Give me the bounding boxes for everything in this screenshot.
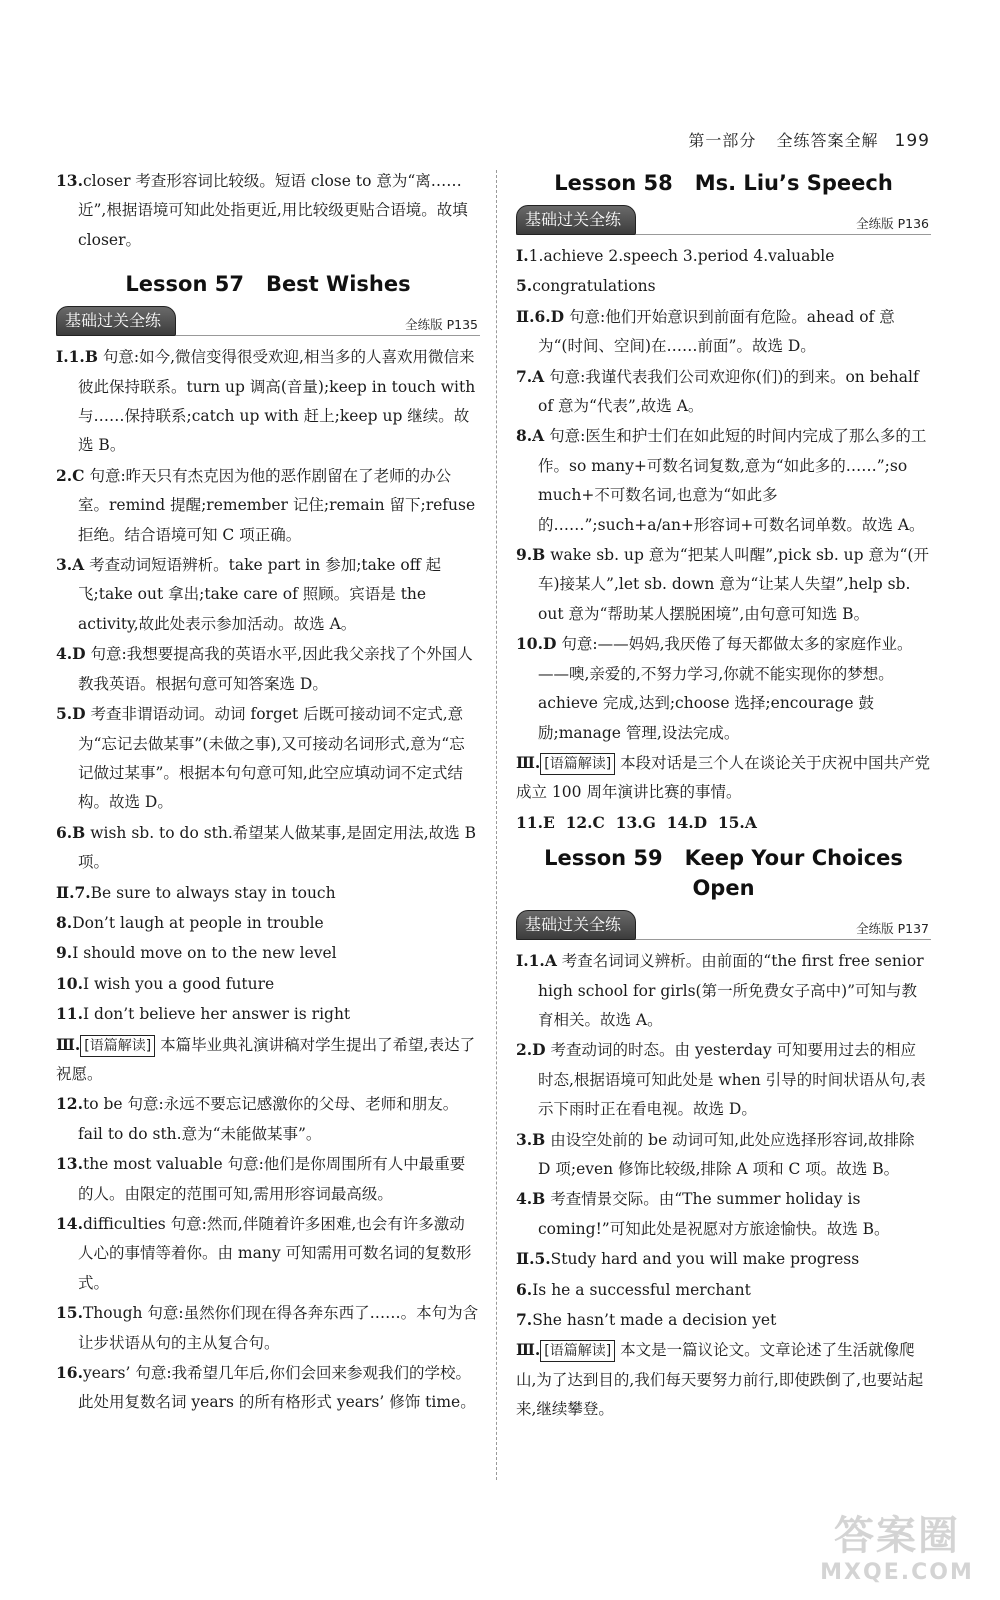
section-tag: 基础过关全练: [516, 910, 636, 940]
answer-item: 6.Is he a successful merchant: [516, 1279, 751, 1299]
watermark-logo: [812, 1512, 982, 1592]
answer-item: 10.D 句意:——妈妈,我厌倦了每天都做太多的家庭作业。——噢,亲爱的,不努力学习,你就不能实现你的梦想。achieve 完成,达到;choose 选择;encourage 鼓励;manage 管理,设法完成。: [516, 634, 913, 742]
reading-label: [语篇解读]: [540, 1340, 615, 1362]
answer-item: 4.B 考查情景交际。由“The summer holiday is coming!”可知此处是祝愿对方旅途愉快。故选 B。: [516, 1189, 890, 1238]
answer-item: 3.B 由设空处前的 be 动词可知,此处应选择形容词,故排除 D 项;even 修饰比较级,排除 A 项和 C 项。故选 B。: [516, 1129, 915, 1178]
column-divider: [496, 170, 497, 1480]
answer-item: 13.the most valuable 句意:他们是你周围所有人中最重要的人。由限定的范围可知,需用形容词最高级。: [56, 1154, 466, 1203]
lesson-57-heading: Lesson 57 Best Wishes: [125, 272, 411, 297]
header-part: 第一部分: [688, 131, 757, 150]
answer-item: Ⅰ.1.A 考查名词词义辨析。由前面的“the first free senior high school for girls(第一所免费女子高中)”可知与教育相关。故选 A。: [516, 951, 924, 1029]
answer-item: 13.closer 考查形容词比较级。短语 close to 意为“离……近”,根据语境可知此处指更近,用比较级更贴合语境。故填 closer。: [56, 171, 468, 249]
reading-summary: Ⅲ. [语篇解读] 本段对话是三个人在谈论关于庆祝中国共产党成立 100 周年演讲比赛的事情。: [516, 752, 931, 802]
section-bar: [56, 303, 480, 336]
page-ref: 全练版 P137: [856, 921, 929, 937]
section-bar: [516, 907, 931, 940]
right-column: [516, 166, 931, 1425]
answer-item: 2.D 考查动词的时态。由 yesterday 可知要用过去的相应时态,根据语境可知此处是 when 引导的时间状语从句,表示下雨时正在看电视。故选 D。: [516, 1040, 926, 1119]
answer-item: 10.I wish you a good future: [56, 973, 275, 993]
answer-item: 7.A 句意:我谨代表我们公司欢迎你(们)的到来。on behalf of 意为“代表”,故选 A。: [516, 366, 919, 416]
answer-item: 15.Though 句意:虽然你们现在得各奔东西了……。本句为含让步状语从句的主从复合句。: [56, 1303, 479, 1352]
section-tag: 基础过关全练: [516, 205, 636, 235]
answer-item: 5.congratulations: [516, 276, 656, 296]
answer-item: 4.D 句意:我想要提高我的英语水平,因此我父亲找了个外国人教我英语。根据句意可知答案选 D。: [56, 644, 473, 693]
reading-label: [语篇解读]: [80, 1035, 155, 1057]
lesson-58-heading: Lesson 58 Ms. Liu’s Speech: [554, 171, 893, 195]
reading-label: [语篇解读]: [540, 753, 615, 775]
answer-item: 12.to be 句意:永远不要忘记感激你的父母、老师和朋友。fail to do sth.意为“未能做某事”。: [56, 1094, 459, 1143]
left-column: [56, 166, 480, 1418]
page-ref: 全练版 P136: [856, 216, 929, 231]
lesson-59-heading: Lesson 59 Keep Your Choices Open: [544, 846, 903, 901]
answer-item: 8.A 句意:医生和护士们在如此短的时间内完成了那么多的工作。so many+可数名词复数,意为“如此多的……”;so much+不可数名词,也意为“如此多的……”;such+a/an+形容词+可数名词单数。故选 A。: [516, 426, 927, 534]
answer-item: Ⅱ.6.D 句意:他们开始意识到前面有危险。ahead of 意为“(时间、空间)在……前面”。故选 D。: [516, 306, 895, 356]
answer-key-row: 11.E 12.C 13.G 14.D 15.A: [516, 812, 757, 832]
page-number: 199: [894, 131, 930, 151]
answer-item: 8.Don’t laugh at people in trouble: [56, 912, 324, 932]
answer-item: Ⅰ.1.B 句意:如今,微信变得很受欢迎,相当多的人喜欢用微信来彼此保持联系。turn up 调高(音量);keep in touch with 与……保持联系;catch up with 赶上;keep up 继续。故选 B。: [56, 347, 476, 455]
answer-item: 11.I don’t believe her answer is right: [56, 1004, 351, 1024]
answer-item: 14.difficulties 句意:然而,伴随着许多困难,也会有许多激动人心的事情等着你。由 many 可知需用可数名词的复数形式。: [56, 1214, 472, 1292]
answer-item: Ⅰ.1.achieve 2.speech 3.period 4.valuable: [516, 246, 835, 265]
reading-summary: Ⅲ. [语篇解读] 本文是一篇议论文。文章论述了生活就像爬山,为了达到目的,我们每天要努力前行,即使跌倒了,也要站起来,继续攀登。: [516, 1340, 924, 1419]
answer-item: 2.C 句意:昨天只有杰克因为他的恶作剧留在了老师的办公室。remind 提醒;remember 记住;remain 留下;refuse 拒绝。结合语境可知 C 项正确。: [56, 465, 476, 544]
reading-summary: Ⅲ. [语篇解读] 本篇毕业典礼演讲稿对学生提出了希望,表达了祝愿。: [56, 1034, 476, 1083]
answer-item: 5.D 考查非谓语动词。动词 forget 后既可接动词不定式,意为“忘记去做某事”(未做之事),又可接动名词形式,意为“忘记做过某事”。根据本句句意可知,此空应填动词不定式结构。故选 D。: [56, 704, 465, 812]
header-section: 全练答案全解: [776, 131, 879, 150]
section-tag: 基础过关全练: [56, 306, 176, 336]
answer-item: 16.years’ 句意:我希望几年后,你们会回来参观我们的学校。此处用复数名词 years 的所有格形式 years’ 修饰 time。: [56, 1363, 476, 1412]
watermark-brand: 答案圈: [834, 1513, 960, 1559]
page-header: [688, 128, 930, 151]
answer-item: 7.She hasn’t made a decision yet: [516, 1310, 777, 1329]
section-bar: [516, 202, 931, 235]
answer-item: 9.I should move on to the new level: [56, 943, 337, 963]
watermark-domain: MXQE.COM: [820, 1560, 974, 1585]
answer-item: Ⅱ.5.Study hard and you will make progress: [516, 1249, 860, 1269]
page-ref: 全练版 P135: [405, 317, 478, 333]
answer-item: 3.A 考查动词短语辨析。take part in 参加;take off 起飞;take out 拿出;take care of 照顾。宾语是 the activity,故此处表示参加活动。故选 A。: [56, 555, 442, 633]
answer-item: Ⅱ.7.Be sure to always stay in touch: [56, 882, 336, 902]
answer-item: 6.B wish sb. to do sth.希望某人做某事,是固定用法,故选 B 项。: [56, 822, 476, 872]
answer-item: 9.B wake sb. up 意为“把某人叫醒”,pick sb. up 意为“(开车)接某人”,let sb. down 意为“让某人失望”,help sb. out 意为“帮助某人摆脱困境”,由句意可知选 B。: [516, 545, 929, 623]
